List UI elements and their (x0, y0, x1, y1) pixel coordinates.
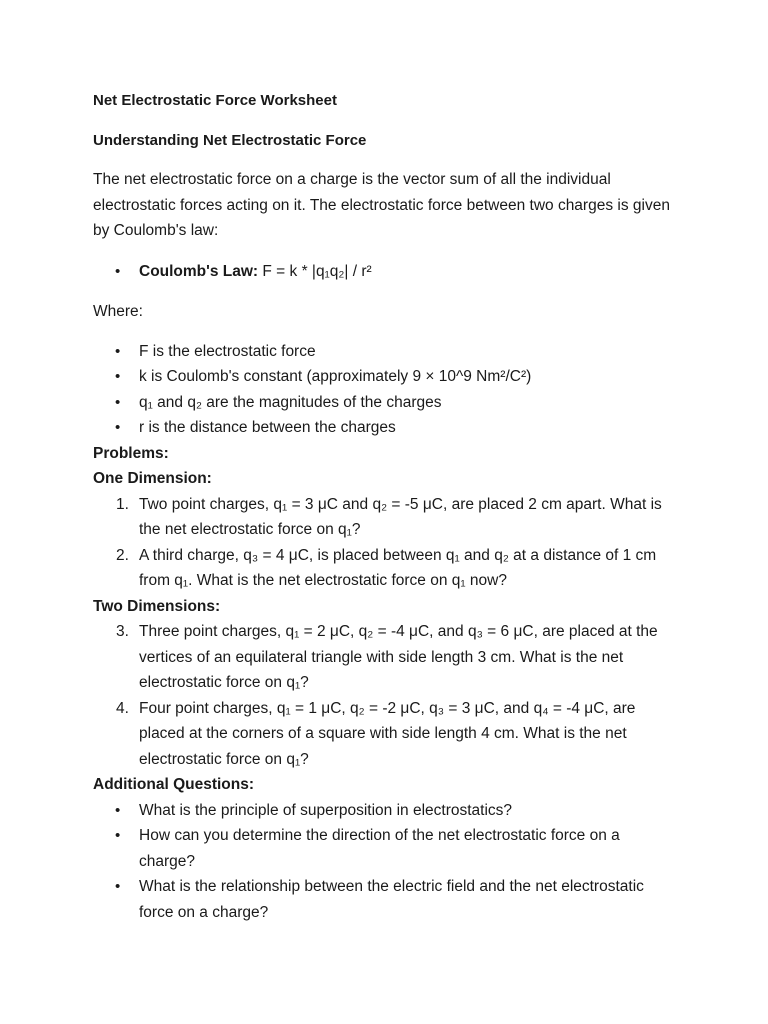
bullet-icon: • (115, 878, 121, 895)
additional-questions-list (93, 798, 678, 926)
bullet-icon: • (115, 393, 121, 411)
where-list (93, 339, 678, 441)
list-item: • How can you determine the direction of the net electrostatic force on a charge? (93, 823, 678, 874)
problem-number: 2. (116, 546, 129, 564)
where-label: Where: (93, 303, 143, 320)
section-heading: Understanding Net Electrostatic Force (93, 132, 367, 149)
problem-text: Three point charges, q₁ = 2 μC, q₂ = -4 μC, and q₃ = 6 μC, are placed at the vertices of an equilateral triangle with side length 3 cm. What is the net electrostatic force on q₁? (139, 623, 658, 691)
list-item: • What is the principle of superposition in electrostatics? (93, 798, 678, 824)
two-dimensions-list (93, 619, 678, 772)
law-item (93, 259, 678, 285)
list-item: • q₁ and q₂ are the magnitudes of the charges (93, 390, 678, 416)
law-list (93, 259, 678, 285)
bullet-icon: • (115, 368, 121, 385)
law-label: Coulomb's Law: (139, 262, 259, 280)
list-item: • What is the relationship between the electric field and the net electrostatic force on a charge? (93, 874, 678, 925)
problem-item (93, 696, 678, 773)
problem-number: 4. (116, 699, 129, 717)
bullet-icon: • (115, 262, 121, 280)
bullet-icon: • (115, 342, 121, 360)
list-item: • F is the electrostatic force (93, 339, 678, 365)
bullet-icon: • (115, 827, 121, 844)
two-dimensions-label: Two Dimensions: (93, 597, 221, 615)
law-formula: F = k * |q₁q₂| / r² (258, 262, 372, 280)
document-content (93, 88, 678, 925)
problem-text: Two point charges, q₁ = 3 μC and q₂ = -5 μC, are placed 2 cm apart. What is the net electrostatic force on q₁? (139, 495, 662, 538)
intro-paragraph: The net electrostatic force on a charge is the vector sum of all the individual electrostatic forces acting on it. The electrostatic force between two charges is given by Coulomb's law: (93, 171, 670, 239)
problems-label: Problems: (93, 444, 169, 462)
page-title: Net Electrostatic Force Worksheet (93, 92, 337, 109)
problem-number: 3. (116, 623, 129, 640)
problem-item (93, 619, 678, 696)
additional-questions-label: Additional Questions: (93, 776, 255, 793)
bullet-icon: • (115, 801, 121, 819)
problem-item (93, 492, 678, 543)
problem-text: Four point charges, q₁ = 1 μC, q₂ = -2 μC, q₃ = 3 μC, and q₄ = -4 μC, are placed at the corners of a square with side length 4 cm. What is the net electrostatic force on q₁? (139, 699, 636, 768)
problem-item (93, 543, 678, 594)
one-dimension-list (93, 492, 678, 594)
problem-text: A third charge, q₃ = 4 μC, is placed between q₁ and q₂ at a distance of 1 cm from q₁. What is the net electrostatic force on q₁ now? (139, 546, 657, 589)
list-item: • r is the distance between the charges (93, 415, 678, 441)
bullet-icon: • (115, 419, 121, 436)
one-dimension-label: One Dimension: (93, 470, 212, 487)
list-item: • k is Coulomb's constant (approximately 9 × 10^9 Nm²/C²) (93, 364, 678, 390)
problem-number: 1. (116, 495, 129, 513)
